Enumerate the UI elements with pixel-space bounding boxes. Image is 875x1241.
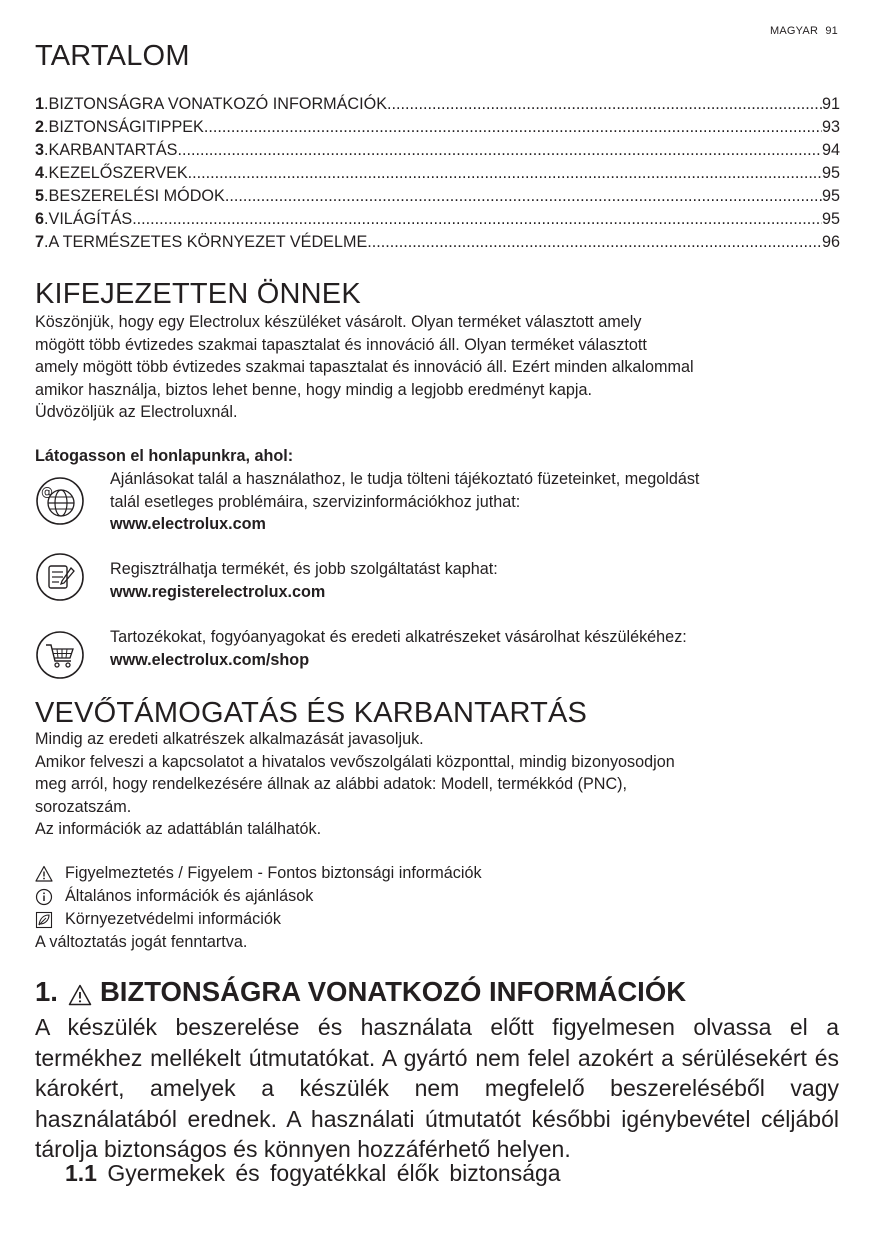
toc-item-number: 7	[35, 233, 45, 251]
subsection-heading	[65, 1160, 561, 1187]
toc-leader	[204, 118, 822, 137]
intro-line: amikor használja, biztos lehet benne, hogy mindig a legjobb eredményt kapja.	[35, 380, 593, 399]
toc-item-separator: .	[44, 210, 49, 228]
section-title-text: BIZTONSÁGRA VONATKOZÓ INFORMÁCIÓK	[99, 976, 687, 1007]
visit-line: talál esetleges problémáira, szervizinformációkhoz juthat:	[110, 492, 521, 511]
toc-item-page: 94	[821, 141, 840, 159]
subsection-number: 1.1	[65, 1160, 97, 1186]
safety-section-title	[35, 976, 686, 1008]
visit-item-text	[110, 626, 830, 671]
intro-paragraph	[35, 311, 835, 424]
toc-leader	[387, 95, 822, 114]
section-number: 1.	[35, 976, 58, 1007]
support-line: sorozatszám.	[35, 797, 132, 816]
toc-item-number: 4	[35, 164, 45, 182]
toc-item-label: BIZTONSÁGRA VONATKOZÓ INFORMÁCIÓK	[48, 95, 387, 113]
toc-item-label: KEZELŐSZERVEK	[48, 164, 188, 182]
toc-item-label: A TERMÉSZETES KÖRNYEZET VÉDELME	[48, 233, 368, 251]
rights-text: A változtatás jogát fenntartva.	[35, 933, 248, 951]
legend-info	[35, 885, 482, 908]
toc-item-page: 95	[821, 164, 840, 182]
info-icon	[35, 888, 53, 906]
toc-item[interactable]	[35, 95, 840, 118]
toc-item-label: VILÁGÍTÁS	[48, 210, 133, 228]
intro-line: Köszönjük, hogy egy Electrolux készüléket vásárolt. Olyan terméket választott amely	[35, 313, 642, 331]
intro-line: Üdvözöljük az Electroluxnál.	[35, 403, 238, 421]
toc-leader	[188, 164, 822, 183]
electrolux-link[interactable]: www.electrolux.com	[110, 515, 266, 533]
toc-item-label: BIZTONSÁGITIPPEK	[48, 118, 204, 136]
legend-environment	[35, 908, 482, 931]
toc-item-separator: .	[44, 141, 49, 159]
toc-item[interactable]	[35, 141, 840, 164]
toc-leader	[367, 233, 822, 252]
visit-title: Látogasson el honlapunkra, ahol:	[35, 447, 294, 465]
shopping-cart-icon	[35, 630, 85, 680]
support-line: meg arról, hogy rendelkezésére állnak az alábbi adatok: Modell, termékkód (PNC),	[35, 775, 628, 793]
visit-line: Regisztrálhatja termékét, és jobb szolgáltatást kaphat:	[110, 560, 498, 578]
intro-line: mögött több évtizedes szakmai tapasztalat és innováció áll. Olyan terméket választott	[35, 335, 647, 354]
toc-item-page: 95	[821, 210, 840, 228]
toc-item-separator: .	[44, 118, 49, 136]
intro-line: amely mögött több évtizedes szakmai tapasztalat és innováció áll. Ezért minden alkalommal	[35, 358, 694, 376]
toc-item-number: 5	[35, 187, 45, 205]
toc-leader	[177, 141, 822, 160]
warning-icon	[68, 981, 92, 1003]
safety-paragraph: A készülék beszerelése és használata előtt figyelmesen olvassa el a termékhez mellékelt útmutatókat. A gyártó nem felel azokért a sérülésekért és károkért, amelyek a készülék nem megfelelő beszereléséből vagy használatából erednek. A használati útmutatót későbbi igénybevétel céljából tárolja biztonságos és könnyen hozzáférhető helyen.	[35, 1014, 839, 1162]
toc-item-page: 93	[821, 118, 840, 136]
support-line: Mindig az eredeti alkatrészek alkalmazását javasoljuk.	[35, 730, 424, 748]
toc-item-page: 96	[821, 233, 840, 251]
toc-item-number: 1	[35, 95, 45, 113]
page-header	[770, 25, 838, 37]
support-title: VEVŐTÁMOGATÁS ÉS KARBANTARTÁS	[35, 697, 588, 729]
toc-item-page: 95	[821, 187, 840, 205]
visit-item-text	[110, 468, 830, 536]
toc-item-separator: .	[44, 233, 49, 251]
visit-item-text	[110, 558, 830, 603]
toc-item-number: 3	[35, 141, 45, 159]
svg-text:@: @	[41, 485, 53, 499]
legend-environment-text: Környezetvédelmi információk	[65, 910, 281, 928]
toc-item[interactable]	[35, 118, 840, 141]
toc-item[interactable]	[35, 164, 840, 187]
toc-item-number: 6	[35, 210, 45, 228]
toc-leader	[132, 210, 822, 229]
toc-item-separator: .	[44, 95, 49, 113]
shop-link[interactable]: www.electrolux.com/shop	[110, 650, 310, 669]
register-icon	[35, 552, 85, 602]
header-language: MAGYAR	[770, 25, 819, 37]
rights-note	[35, 931, 482, 954]
register-link[interactable]: www.registerelectrolux.com	[110, 582, 326, 601]
subsection-title: Gyermekek és fogyatékkal élők biztonsága	[107, 1160, 561, 1186]
legend-warning	[35, 862, 482, 885]
support-line: Amikor felveszi a kapcsolatot a hivatalos vevőszolgálati központtal, mindig bizonyosodjon	[35, 752, 675, 771]
toc-item-label: KARBANTARTÁS	[48, 141, 178, 159]
table-of-contents	[35, 95, 840, 256]
toc-item-number: 2	[35, 118, 45, 136]
warning-icon	[35, 865, 53, 883]
toc-item[interactable]	[35, 187, 840, 210]
support-paragraph	[35, 728, 835, 841]
visit-line: Ajánlásokat talál a használathoz, le tudja tölteni tájékoztató füzeteinket, megoldást	[110, 470, 700, 488]
toc-item-separator: .	[44, 187, 49, 205]
intro-title: KIFEJEZETTEN ÖNNEK	[35, 278, 361, 310]
symbol-legend	[35, 862, 482, 954]
visit-line: Tartozékokat, fogyóanyagokat és eredeti alkatrészeket vásárolhat készülékéhez:	[110, 628, 687, 646]
legend-info-text: Általános információk és ajánlások	[65, 887, 314, 905]
legend-warning-text: Figyelmeztetés / Figyelem - Fontos biztonsági információk	[65, 864, 482, 882]
toc-item-page: 91	[821, 95, 840, 113]
header-page-number: 91	[825, 25, 838, 37]
toc-title: TARTALOM	[35, 40, 190, 72]
globe-icon	[35, 476, 85, 526]
toc-leader	[225, 187, 822, 206]
toc-item[interactable]	[35, 233, 840, 256]
toc-item[interactable]	[35, 210, 840, 233]
leaf-icon	[35, 911, 53, 929]
toc-item-separator: .	[44, 164, 49, 182]
support-line: Az információk az adattáblán találhatók.	[35, 820, 322, 838]
toc-item-label: BESZERELÉSI MÓDOK	[48, 187, 225, 205]
